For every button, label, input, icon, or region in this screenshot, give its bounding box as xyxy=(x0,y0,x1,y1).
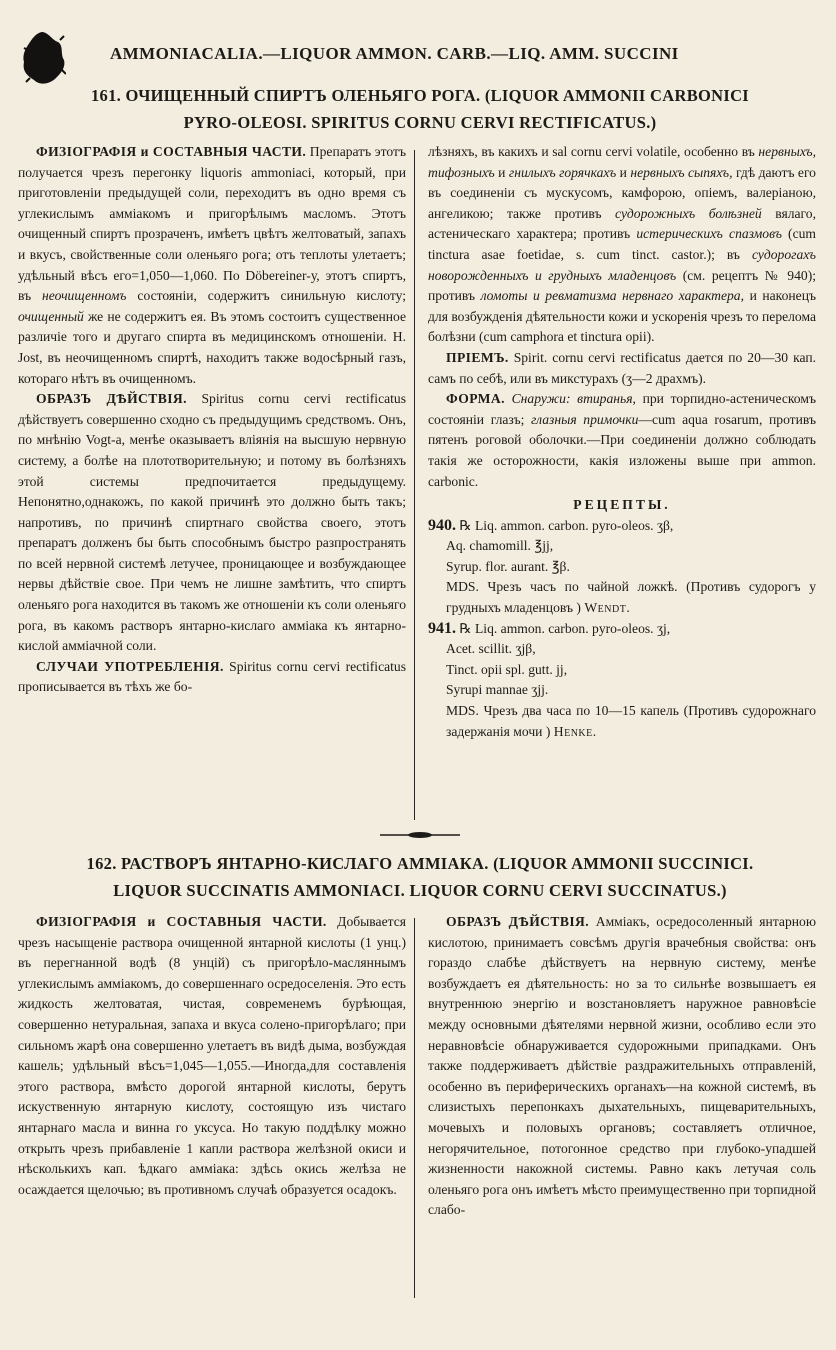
text-physiography-2: состояніи, содержитъ синильную кислоту; xyxy=(137,288,406,304)
column-rule xyxy=(414,150,415,820)
section-161-left-column xyxy=(18,142,406,698)
recipe-940-line4: MDS. Чрезъ часъ по чайной ложкѣ. (Противъ судорогъ у грудныхъ младенцовъ ) xyxy=(446,579,816,616)
section-161-title xyxy=(20,82,820,136)
section-161-right-column xyxy=(428,142,816,742)
heading-physiography: ФИЗІОГРАФІЯ и СОСТАВНЫЯ ЧАСТИ. xyxy=(36,144,307,159)
text-usage: Spiritus cornu cervi rectificatus прописывается въ тѣхъ же бо- xyxy=(18,658,407,695)
text-usage-cont-4: (cum tinctura asae foetidae, s. cum tinct. castor.); въ xyxy=(428,226,816,262)
ink-blot-icon xyxy=(20,30,66,86)
recipes-heading: РЕЦЕПТЫ. xyxy=(573,497,671,513)
heading-form: ФОРМА. xyxy=(446,391,505,407)
text-usage-cont-3: вялаго, астеническаго характера; противъ xyxy=(428,205,816,242)
paragraph-usage xyxy=(18,657,406,698)
section-162-left-column xyxy=(18,912,406,1200)
recipe-941-number: 941. xyxy=(428,619,456,637)
recipe-941-line3: Tinct. opii spl. gutt. jj, xyxy=(446,661,568,677)
recipe-940-instructions xyxy=(428,577,816,618)
italic-term: судорожныхъ болѣзней xyxy=(615,205,762,221)
italic-term: глазныя примочки xyxy=(531,411,639,427)
heading-action: ОБРАЗЪ ДѢЙСТВІЯ. xyxy=(36,391,187,407)
section-162-right-column xyxy=(428,912,816,1221)
recipe-940-line3: Syrup. flor. aurant. ℥β. xyxy=(446,558,570,574)
recipe-940 xyxy=(428,516,816,619)
recipe-940-author: Wendt. xyxy=(584,600,631,616)
text-usage-cont: лѣзняхъ, въ какихъ и sal cornu cervi volatile, особенно въ xyxy=(428,144,755,159)
text-dosage: Spirit. cornu cervi rectificatus дается по 20—30 кап. самъ по себѣ, или въ микстурахъ (ʒ—2 драхмъ). xyxy=(428,349,816,386)
heading-162-physiography: ФИЗІОГРАФІЯ и СОСТАВНЫЯ ЧАСТИ. xyxy=(36,914,327,929)
paragraph-action xyxy=(18,389,406,657)
recipe-941-line5: MDS. Чрезъ два часа по 10—15 капель (Противъ судорожнаго задержанія мочи ) xyxy=(446,703,816,739)
heading-usage: СЛУЧАИ УПОТРЕБЛЕНІЯ. xyxy=(36,658,224,674)
running-head: AMMONIACALIA.—LIQUOR AMMON. CARB.—LIQ. AMM. SUCCINI xyxy=(110,44,679,63)
italic-term: судорогахъ новорожденныхъ и грудныхъ младенцовъ xyxy=(428,246,816,283)
italic-term: истерическихъ спазмовъ xyxy=(636,226,782,242)
text-action: Spiritus cornu cervi rectificatus дѣйствуетъ совершенно сходно съ предыдущимъ средствомъ. Онъ, по мнѣнію Vogt-а, менѣе оказываетъ вліянія на высшую нервную систему, а болѣе на плототворительную; и потому въ болѣзняхъ этой системы предпочитается предыдущему. Непонятно,однакожъ, по какой причинѣ это должно быть такъ; напротивъ, по причинѣ спиртнаго свойства своего, этотъ препаратъ долженъ бы быть способнымъ быстро разпространять по всей нервной системѣ летучее, проницающее и возбуждающее нервы дѣйствіе свое. При чемъ не лишне замѣтить, что спиртъ оленьяго рога находится въ такомъ же отношеніи къ соли оленьяго рога, въ какомъ растворъ янтарно-кислаго аммiака къ янтарно-кислой аммiачной соли. xyxy=(18,391,407,654)
paragraph-162-physiography xyxy=(18,912,406,1200)
paragraph-physiography xyxy=(18,142,406,389)
conjunction: и xyxy=(619,164,627,180)
section-divider xyxy=(380,828,460,842)
recipe-941-line2: Acet. scillit. ʒjβ, xyxy=(446,641,536,657)
text-form-2: —cum aqua rosarum, противъ пятенъ роговой оболочки.—При соединеніи должно соблюдать такія же осторожности, какія изложены выше при ammon. carbonic. xyxy=(428,411,817,489)
recipe-941-instructions xyxy=(428,701,816,742)
recipe-941-author: Henke. xyxy=(553,723,597,739)
section-162-title-line2: LIQUOR SUCCINATIS AMMONIACI. LIQUOR CORNU CERVI SUCCINATUS.) xyxy=(113,881,727,900)
section-162-title-line1: 162. РАСТВОРЪ ЯНТАРНО-КИСЛАГО АММIАКА. (LIQUOR AMMONII SUCCINICI. xyxy=(86,854,754,873)
text-physiography-3: же не содержитъ ея. Въ этомъ состоитъ существенное различіе того и другаго спирта въ медицинскомъ отношеніи. H. Jost, въ неочищенномъ спиртѣ, находитъ также водосѣрный газъ, котораго нѣтъ въ очищенномъ. xyxy=(18,308,406,386)
column-rule xyxy=(414,918,415,1298)
italic-term: гнилыхъ горячкахъ xyxy=(508,164,617,180)
italic-term: нервныхъ сыпяхъ, xyxy=(630,164,733,180)
section-161-title-line1: 161. ОЧИЩЕННЫЙ СПИРТЪ ОЛЕНЬЯГО РОГА. (LIQUOR AMMONII CARBONICI xyxy=(90,86,750,105)
text-form: при торпидно-астеническомъ состояніи глазъ; xyxy=(428,391,816,427)
text-162-action: Аммiакъ, осредосоленный янтарною кислотою, принимаетъ совсѣмъ другія врачебныя свойства: онъ гораздо слабѣе дѣйствуетъ на нервную систему, менѣе возбуждаетъ ея дѣятельность: но за то сильнѣе возвышаетъ ея внутреннюю энергію и возстановляетъ наружное равновѣсіе между основными дѣятелями нервной жизни, особливо если это неравновѣсіе обнаруживается судорожными припадками. Онъ также поддерживаетъ дѣйствіе раздражительныхъ отправленій, особенно въ периферическихъ органахъ—на кожной системѣ, въ слизистыхъ перепонкахъ дыхательныхъ, пищеварительныхъ, мочевыхъ и половыхъ органовъ; составляетъ отличное, негорячительное, потогонное средство при глубоко-упадшей жизненности накожной системы. Равно какъ летучая соль оленьяго рога онъ имѣетъ мѣсто преимущественно при торпидной слабо- xyxy=(428,914,816,1218)
italic-term: ломоты и ревматизма нервнаго характера, xyxy=(480,288,745,304)
heading-dosage: ПРІЕМЪ. xyxy=(446,349,509,365)
recipe-940-line1: ℞ Liq. ammon. carbon. pyro-oleos. ʒβ, xyxy=(459,517,674,533)
text-usage-cont-2: гдѣ даютъ его въ соединеніи съ мускусомъ, камфорою, опіемъ, валеріаною, ангеликою; также противъ xyxy=(428,164,816,221)
italic-term: Снаружи: втиранья, xyxy=(511,391,636,407)
paragraph-form xyxy=(428,389,816,492)
recipe-940-number: 940. xyxy=(428,516,456,534)
conjunction: и xyxy=(498,164,506,180)
paragraph-162-action xyxy=(428,912,816,1221)
section-161-title-line2: PYRO-OLEOSI. SPIRITUS CORNU CERVI RECTIFICATUS.) xyxy=(183,113,657,132)
recipe-941-line1: ℞ Liq. ammon. carbon. pyro-oleos. ʒj, xyxy=(459,620,671,636)
text-usage-cont-6: и наконецъ для возбужденія дѣятельности кожи и ускоренія чрезъ то перелома болѣзни (cum camphora et tinctura opii). xyxy=(428,288,817,345)
paragraph-usage-cont xyxy=(428,142,816,348)
section-162-title xyxy=(20,850,820,904)
italic-term: неочищенномъ xyxy=(42,288,127,304)
text-usage-cont-5: (см. рецептъ № 940); противъ xyxy=(428,267,816,304)
text-162-physiography: Добывается чрезъ насыщеніе раствора очищенной янтарной кислоты (1 унц.) въ перегнанной водѣ (8 унцій) съ пригорѣло-масляннымъ углекислымъ аммiакомъ, до совершеннаго осредоселенія. Это есть жидкость желтоватая, чистая, современемъ бурѣющая, совершенно нетуральная, запаха и вкуса солено-пригорѣлаго; при сильномъ жарѣ она совершенно улетаетъ въ видѣ дыма, возбуждая кашель; удѣльный вѣсъ=1,045—1,055.—Иногда,для составленія этого раствора, вмѣсто дорогой янтарной кислоты, берутъ искуственную янтарную кислоту, состоящую изъ чистаго янтарнаго масла и винна го уксуса. Но такую поддѣлку можно открыть чрезъ прибавленіе 1 капли раствора желѣзной окиси и нѣсколькихъ кап. ѣдкаго аммiака: здѣсь окись желѣза не осаждается щелочью; въ противномъ случаѣ образуется осадокъ. xyxy=(18,914,406,1197)
recipe-941 xyxy=(428,619,816,743)
italic-term: очищенный xyxy=(18,308,84,324)
recipe-940-line2: Aq. chamomill. ℥jj, xyxy=(446,538,554,554)
recipe-941-line4: Syrupi mannae ʒjj. xyxy=(446,682,549,698)
paragraph-dosage xyxy=(428,348,816,389)
text-physiography: Препаратъ этотъ получается чрезъ перегонку liquoris ammoniaci, который, при приготовленіи предыдущей соли, переходитъ въ одно время съ углекислымъ аммiакомъ и пригорѣлымъ масломъ. Этотъ очищенный спиртъ прозраченъ, имѣетъ цвѣтъ желтоватый, запахъ и вкусъ, свойственные соли оленьяго рога; отъ теплоты улетаетъ; удѣльный вѣсъ его=1,050—1,060. По Döbereiner-у, этотъ спиртъ, въ xyxy=(18,144,406,304)
heading-162-action: ОБРАЗЪ ДѢЙСТВІЯ. xyxy=(446,914,590,929)
italic-term: нервныхъ, тифозныхъ xyxy=(428,144,816,180)
